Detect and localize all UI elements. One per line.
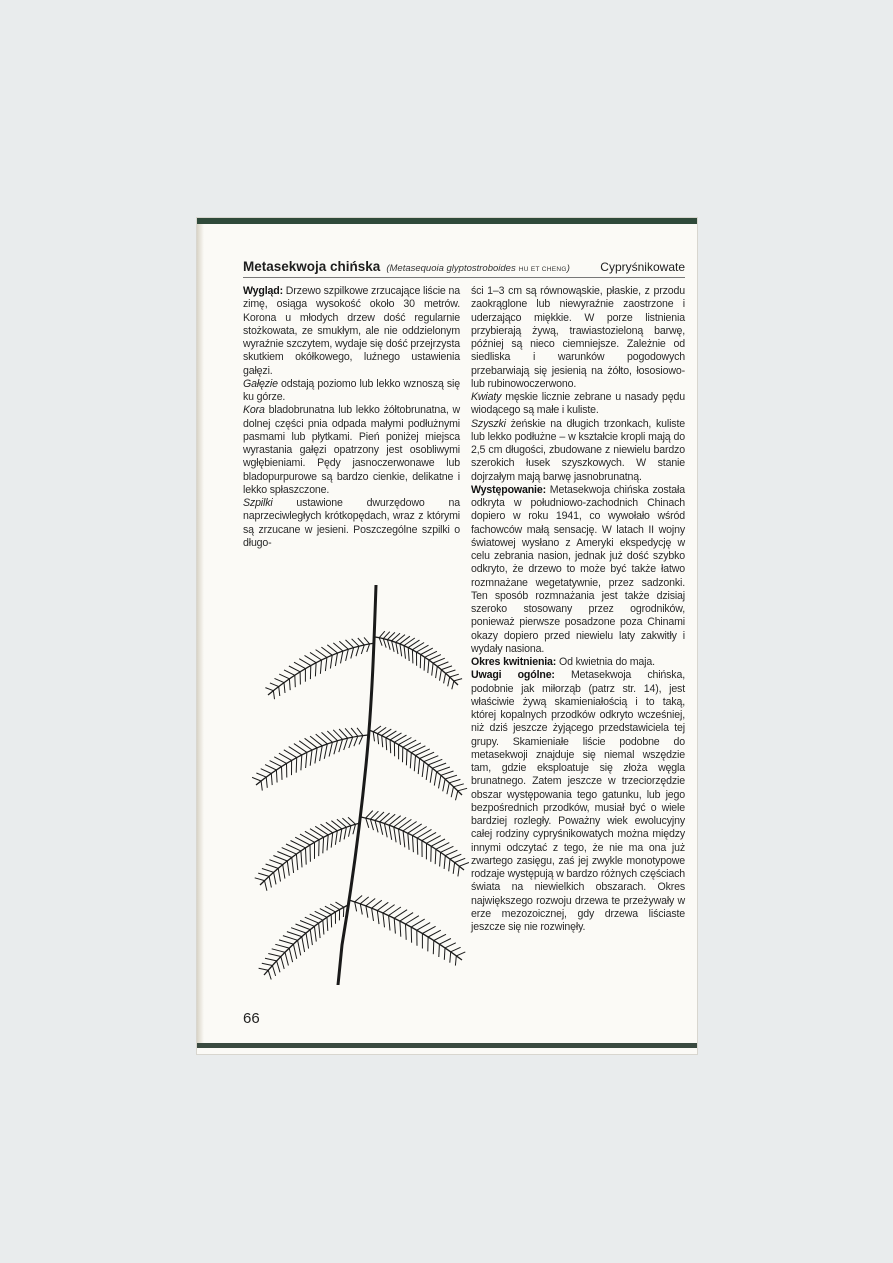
latin-close: )	[566, 263, 570, 274]
right-column	[471, 285, 685, 934]
text-kwiaty: męskie licznie zebrane u nasady pędu wiodącego są małe i kuliste.	[471, 391, 685, 417]
header-rule	[243, 277, 685, 278]
text-szpilki-cont: ści 1–3 cm są równowąskie, płaskie, z przodu zaokrąglone lub niewyraźnie zaostrzone i uderzająco miękkie. W porze listnienia przybierają żywą, trawiastozieloną barwę, później są nieco ciemniejsze. Zależnie od siedliska i warunków pogodowych przebarwiają się jesienią na żółto, łososiowo- lub rubinowoczerwono.	[471, 285, 685, 390]
author-abbrev: HU ET CHENG	[518, 266, 567, 273]
paragraph-okres	[471, 656, 685, 669]
label-szyszki: Szyszki	[471, 417, 506, 430]
paragraph-wystepowanie	[471, 484, 685, 656]
text-okres: Od kwietnia do maja.	[556, 656, 655, 668]
label-szpilki: Szpilki	[243, 497, 273, 509]
paragraph-galezie	[243, 378, 460, 405]
label-okres: Okres kwitnienia:	[471, 656, 557, 668]
paragraph-szpilki	[243, 497, 460, 550]
text-szyszki: żeńskie na długich trzonkach, kuliste lub lekko podłużne – w kształcie kropli mają do 2,5 cm długości, zbudowane z niewielu bardzo szerokich łusek szyszkowych. W stanie dojrzałym mają barwę jasnobrunatną.	[471, 417, 685, 483]
page-bottom-edge	[197, 1043, 697, 1048]
family-name: Cypryśnikowate	[600, 260, 685, 274]
text-wyglad: Drzewo szpilkowe zrzucające liście na zimę, osiąga wysokość około 30 metrów. Korona u młodych drzew dość regularnie stożkowata, ze smukłym, ale nie oddzielonym wyraźnie szczytem, wydaje się dość przejrzysta skutkiem okółkowego, luźnego ustawienia gałęzi.	[243, 285, 460, 377]
left-column	[243, 285, 460, 550]
label-galezie: Gałęzie	[243, 377, 278, 390]
paragraph-szpilki-cont	[471, 285, 685, 391]
latin-name: (Metasequoia glyptostroboides	[386, 263, 516, 274]
page-edge	[197, 224, 204, 1048]
paragraph-wyglad	[243, 285, 460, 378]
text-wystepowanie: Metasekwoja chińska została odkryta w południowo-zachodnich Chinach dopiero w roku 1941, co wywołało wśród fachowców małą sensację. W latach II wojny światowej wysłano z Ameryki ekspedycję w celu zebrania nasion, jednak już dość szybko odkryto, że drzewo to może być także łatwo rozmnażane wegetatywnie, przez sadzonki. Ten sposób rozmnażania jest także dzisiaj szeroko stosowany przez ogrodników, ponieważ pierwsze posadzone poza Chinami okazy dopiero przed niewielu laty zakwitły i wydały nasiona.	[471, 483, 685, 655]
paragraph-kwiaty	[471, 391, 685, 418]
branch-illustration	[248, 585, 470, 985]
paragraph-szyszki	[471, 418, 685, 484]
text-kora: bladobrunatna lub lekko żółtobrunatna, w dolnej części pnia odpada małymi podłużnymi pasmami lub płytkami. Pień poniżej miejsca wyrastania gałęzi opatrzony jest osobliwymi wgłębieniami. Pędy jasnoczerwonawe lub bladopurpurowe są bardzo cienkie, delikatne i lekko spłaszczone.	[243, 404, 460, 496]
text-uwagi: Metasekwoja chińska, podobnie jak miłorząb (patrz str. 14), jest właściwie żywą skamieniałością i to taką, której kopalnych przodków odkryto wcześniej, niż dziś jeszcze żyjącego przedstawiciela tej grupy. Skamieniałe liście podobne do metasekwoji znajduje się niemal wszędzie tam, gdzie eksploatuje się złoża węgla brunatnego. Zatem jeszcze w trzeciorzędzie obszar występowania tego gatunku, lub jego bezpośrednich przodków, musiał być o wiele bardziej rozległy. Poważny wiek ewolucyjny całej rodziny cypryśnikowatych można między innymi odczytać z tego, że nie ma ona już zwartego zasięgu, zaś jej zwykle monotypowe rodzaje występują w bardzo różnych częściach świata na niewielkich obszarach. Okres największego rozwoju drzewa te przeżywały w erze mezozoicznej, gdy drzewa liściaste jeszcze się nie rozwinęły.	[471, 669, 685, 933]
paragraph-uwagi	[471, 669, 685, 934]
page-number: 66	[243, 1010, 260, 1027]
text-szpilki: ustawione dwurzędowo na naprzeciwległych krótkopędach, wraz z którymi są zrzucane w jesieni. Poszczególne szpilki o długo-	[243, 497, 460, 549]
label-uwagi: Uwagi ogólne:	[471, 669, 555, 682]
label-wyglad: Wygląd:	[243, 285, 283, 297]
label-kwiaty: Kwiaty	[471, 391, 502, 403]
label-kora: Kora	[243, 404, 265, 417]
label-wystepowanie: Występowanie:	[471, 483, 546, 496]
text-galezie: odstają poziomo lub lekko wznoszą się ku górze.	[243, 377, 460, 403]
page-header	[243, 259, 685, 274]
paragraph-kora	[243, 404, 460, 497]
species-title: Metasekwoja chińska	[243, 259, 381, 274]
